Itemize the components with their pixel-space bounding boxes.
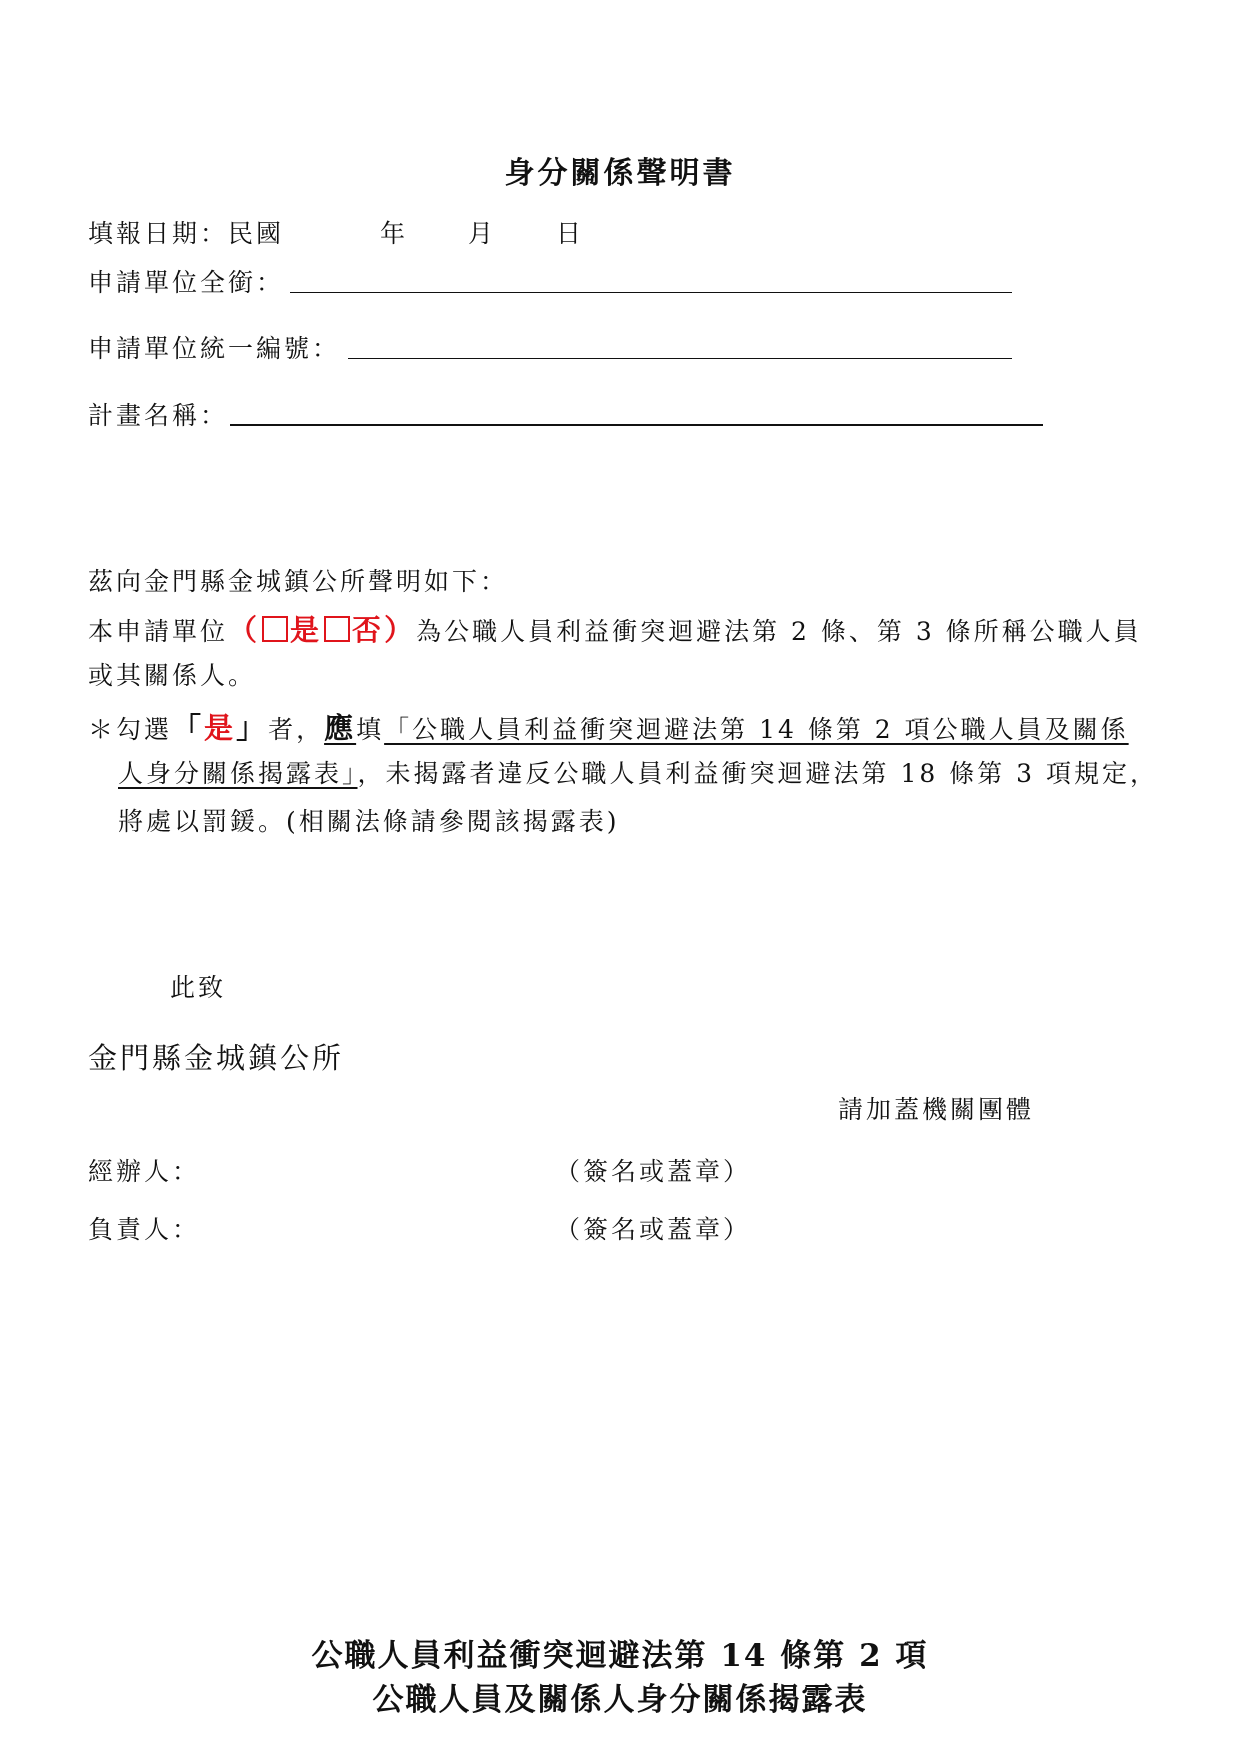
- note-line3: 將處以罰鍰。(相關法條請參閱該揭露表): [118, 807, 620, 836]
- declaration-intro: 茲向金門縣金城鎮公所聲明如下：: [88, 567, 509, 596]
- recipient: 金門縣金城鎮公所: [88, 1041, 345, 1075]
- note-line2-rest: ，未揭露者違反公職人員利益衝突迴避法第 18 條第 3 項規定，: [357, 759, 1159, 788]
- date-year: 年: [380, 219, 409, 248]
- project-blank[interactable]: [230, 424, 1043, 426]
- declaration-suffix: 為公職人員利益衝突迴避法第 2 條、第 3 條所稱公職人員: [416, 617, 1142, 646]
- declaration-prefix: 本申請單位: [88, 617, 229, 646]
- note-line1: [88, 706, 1129, 747]
- responsible-sign: （簽名或蓋章）: [555, 1215, 752, 1244]
- unit-name-label: 申請單位全銜：: [88, 268, 285, 297]
- yes-label: 是: [290, 613, 323, 647]
- note-check: 勾選: [116, 715, 173, 744]
- handler-label: 經辦人：: [88, 1157, 201, 1186]
- paren-open: （: [228, 613, 261, 647]
- responsible-label: 負責人：: [88, 1215, 201, 1244]
- unit-name-blank[interactable]: [290, 292, 1012, 293]
- unit-id-blank[interactable]: [348, 358, 1012, 359]
- declaration-line1: [88, 608, 1142, 649]
- note-mid: 者，: [268, 715, 325, 744]
- note-quote-close: 」: [236, 711, 269, 745]
- note-line2: [118, 754, 1158, 790]
- declaration-line2: 或其關係人。: [88, 661, 257, 690]
- yes-checkbox[interactable]: [262, 616, 288, 642]
- footer-title-line1: 公職人員利益衝突迴避法第 14 條第 2 項: [311, 1638, 929, 1674]
- handler-sign: （簽名或蓋章）: [555, 1157, 752, 1186]
- note-star: ＊: [88, 715, 117, 744]
- note-fill: 填: [356, 715, 385, 744]
- paren-close: ）: [384, 613, 417, 647]
- disclosure-form-link-part1[interactable]: 「公職人員利益衝突迴避法第 14 條第 2 項公職人員及關係: [384, 715, 1129, 744]
- footer-title-line2: 公職人員及關係人身分關係揭露表: [372, 1682, 868, 1718]
- note-yes: 是: [204, 711, 237, 745]
- date-label: 填報日期：民國: [88, 219, 285, 248]
- disclosure-form-link-part2[interactable]: 人身分關係揭露表」: [118, 759, 358, 788]
- date-month: 月: [468, 219, 497, 248]
- no-label: 否: [352, 613, 385, 647]
- no-checkbox[interactable]: [324, 616, 350, 642]
- seal-note: 請加蓋機關團體: [838, 1095, 1035, 1124]
- project-label: 計畫名稱：: [88, 401, 229, 430]
- salutation: 此致: [170, 973, 227, 1002]
- note-quote-open: 「: [172, 711, 205, 745]
- date-day: 日: [556, 219, 585, 248]
- page-title: 身分關係聲明書: [504, 156, 736, 191]
- note-must: 應: [324, 711, 357, 745]
- unit-id-label: 申請單位統一編號：: [88, 334, 341, 363]
